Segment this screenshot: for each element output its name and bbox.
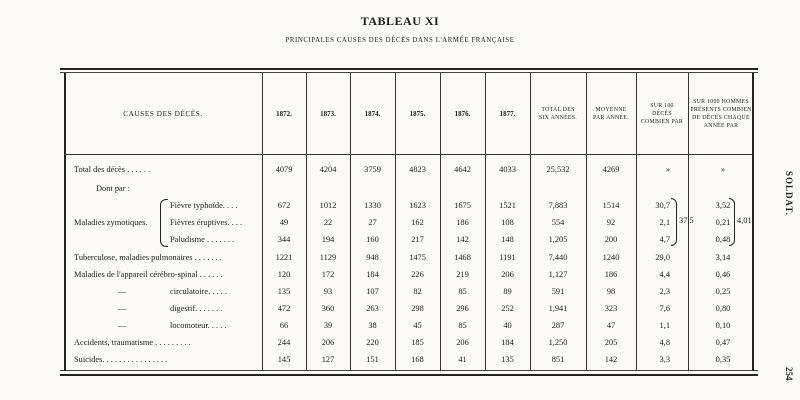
cell: 142 [604,355,618,364]
header-year: 1874. [364,110,381,119]
cell: 205 [604,338,618,347]
cell: 220 [366,338,379,347]
table-row [0,231,800,248]
header-per-100: SUR 100 DÉCÈS COMBIEN PAR [640,103,684,125]
table-row [0,351,800,368]
cell: 851 [551,355,565,364]
cell: 41 [458,355,467,364]
cell: 186 [456,218,469,227]
cell: 82 [413,287,422,296]
row-label: digestif. . . . . . . [170,304,223,313]
row-label: Dont par : [96,184,130,193]
header-year: 1876. [454,110,471,119]
cell: 30,7 [655,201,670,210]
cell: » [665,165,670,174]
group-label: Maladies zymotiques. [74,218,148,227]
page-number: 254 [784,367,794,381]
cell: 45 [413,321,422,330]
cell: 186 [604,270,618,279]
cell: 0,46 [715,270,731,279]
header-year: 1873. [320,110,336,119]
cell: 29,0 [655,253,670,262]
cell: 226 [411,270,424,279]
cell: 1,127 [548,270,568,279]
cell: 344 [277,235,291,244]
cell: 4204 [319,165,337,174]
cell: 184 [501,338,514,347]
header-per-1000: SUR 1000 HOMMES PRÉSENTS COMBIEN DE DÉCÈS CHAQUE ANNÉE PAR [690,99,752,129]
cell: 287 [551,321,565,330]
group-sum-per-1000: 4,01 [737,216,752,225]
cell: 85 [458,287,467,296]
top-rule-thin [60,72,758,73]
cell: 4642 [454,165,471,174]
cell: 98 [606,287,616,296]
cell: 49 [279,218,289,227]
row-label: locomoteur. . . . . [170,321,227,330]
cell: 120 [277,270,291,279]
cell: 0,80 [715,304,731,313]
cell: 3759 [364,165,381,174]
cell: 142 [456,235,469,244]
cell: 1521 [499,201,516,210]
cell: 1468 [454,253,471,262]
cell: 148 [501,235,514,244]
cell: 200 [604,235,618,244]
cell: 1012 [319,201,337,210]
row-label: Suicides. . . . . . . . . . . . . . . . [74,355,168,364]
side-running-head: SOLDAT. [784,171,794,216]
cell: 85 [458,321,467,330]
table-row [0,334,800,351]
cell: 0,25 [715,287,731,296]
cell: 1475 [409,253,426,262]
cell: 263 [366,304,379,313]
table-row [0,283,800,300]
cell: 135 [277,287,291,296]
cell: 298 [411,304,424,313]
cell: 1,941 [548,304,568,313]
cell: 252 [501,304,514,313]
table-title: TABLEAU XI [360,14,440,28]
cell: 66 [279,321,289,330]
cell: 3,52 [715,201,731,210]
cell: 25,532 [546,165,570,174]
cell: 4079 [275,165,293,174]
table-row [0,214,800,231]
cell: 591 [551,287,565,296]
cell: 40 [503,321,512,330]
cell: 108 [501,218,514,227]
ditto-dash: — [118,287,127,296]
cell: 2,3 [659,287,670,296]
cell: 127 [321,355,335,364]
cell: 135 [501,355,514,364]
bottom-rule-thin [60,370,758,371]
top-rule [60,68,758,70]
cell: 1221 [275,253,293,262]
cell: 89 [503,287,512,296]
table-row [0,266,800,283]
cell: 1514 [602,201,620,210]
cell: 1,205 [548,235,568,244]
cell: 296 [456,304,469,313]
cell: 92 [606,218,616,227]
cell: 194 [321,235,335,244]
cell: 7,440 [548,253,568,262]
header-year: 1872. [276,110,292,119]
row-label: Maladies de l'appareil cérébro-spinal . . . . . . [74,270,223,279]
cell: 4033 [499,165,516,174]
cell: 172 [321,270,335,279]
header-causes: CAUSES DES DÉCÈS. [123,110,203,119]
cell: 168 [411,355,424,364]
cell: 206 [501,270,514,279]
row-label: Paludisme . . . . . . . [170,235,235,244]
cell: 1675 [454,201,471,210]
cell: 1330 [364,201,381,210]
table-row [0,317,800,334]
cell: 7,6 [659,304,670,313]
cell: » [720,165,726,174]
cell: 244 [277,338,291,347]
cell: 672 [277,201,291,210]
cell: 554 [551,218,565,227]
row-label: Fièvres éruptives. . . . [170,218,243,227]
cell: 0,21 [715,218,731,227]
cell: 1240 [602,253,620,262]
cell: 39 [323,321,333,330]
table-row [0,197,800,214]
cell: 1,1 [659,321,670,330]
cell: 0,10 [715,321,731,330]
row-label: circulatoire. . . . . [170,287,227,296]
bottom-rule [60,374,758,376]
cell: 47 [606,321,616,330]
header-year: 1877. [499,110,516,119]
cell: 4,4 [659,270,670,279]
cell: 185 [411,338,424,347]
table-row [0,249,800,266]
cell: 206 [321,338,335,347]
ditto-dash: — [118,321,127,330]
cell: 948 [366,253,379,262]
cell: 22 [323,218,333,227]
ditto-dash: — [118,304,127,313]
cell: 0,35 [715,355,731,364]
table-row-total [0,161,800,178]
row-label: Fièvre typhoïde. . . . [170,201,238,210]
cell: 323 [604,304,618,313]
cell: 217 [411,235,424,244]
cell: 2,1 [659,218,670,227]
table-subtitle: PRINCIPALES CAUSES DES DÉCÈS DANS L'ARMÉE FRANÇAISE [285,37,515,44]
cell: 145 [277,355,291,364]
cell: 107 [366,287,379,296]
cell: 3,14 [715,253,731,262]
cell: 0,47 [715,338,731,347]
cell: 184 [366,270,379,279]
cell: 151 [366,355,379,364]
row-label: Accidents, traumatisme . . . . . . . . . [74,338,191,347]
cell: 93 [323,287,333,296]
cell: 1,250 [548,338,568,347]
cell: 472 [277,304,291,313]
group-sum-per-100: 37,5 [679,216,694,225]
cell: 0,48 [715,235,731,244]
cell: 4823 [409,165,426,174]
header-rule [64,154,752,155]
header-moyenne: MOYENNE PAR ANNÉE. [593,107,629,121]
header-total: TOTAL DES SIX ANNÉES. [538,107,578,121]
cell: 3,3 [659,355,670,364]
table-row [0,300,800,317]
header-year: 1875. [409,110,426,119]
cell: 160 [366,235,379,244]
cell: 4269 [602,165,620,174]
cell: 206 [456,338,469,347]
cell: 4,8 [659,338,670,347]
cell: 1129 [319,253,337,262]
cell: 27 [368,218,377,227]
cell: 219 [456,270,469,279]
cell: 7,883 [548,201,568,210]
cell: 38 [368,321,377,330]
table-row-subheading [0,180,800,197]
cell: 1191 [499,253,516,262]
row-label: Tuberculose, maladies pulmonaires . . . . . . . [74,253,222,262]
cell: 4,7 [659,235,670,244]
cell: 1623 [409,201,426,210]
row-label: Total des décès . . . . . . [74,165,151,174]
cell: 162 [411,218,424,227]
cell: 360 [321,304,335,313]
